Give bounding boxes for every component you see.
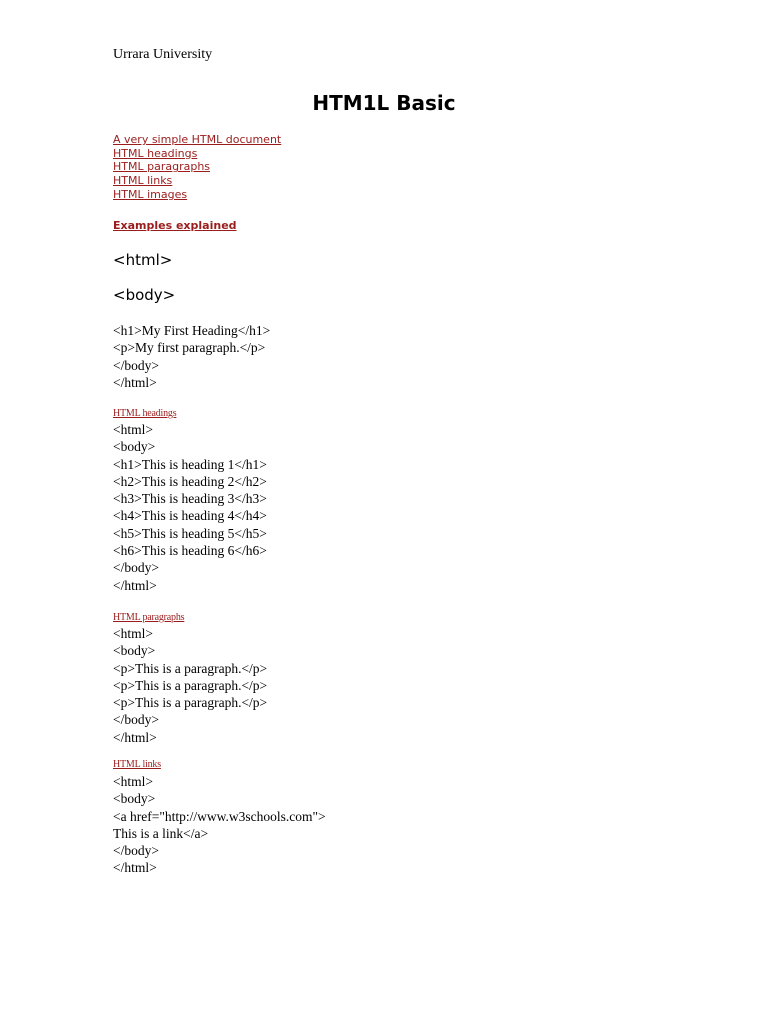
code-line: <html> <box>113 626 153 641</box>
toc-link-paragraphs[interactable]: HTML paragraphs <box>113 160 211 174</box>
code-line: </body> <box>113 560 159 576</box>
code-line: This is a link</a> <box>113 825 209 841</box>
toc-item <box>113 174 281 188</box>
code-line: </html> <box>113 577 157 593</box>
section-link-links[interactable]: HTML links <box>113 759 161 770</box>
code-line: </html> <box>113 729 157 745</box>
code-line: <body> <box>113 439 156 455</box>
code-line: </html> <box>113 374 157 390</box>
code-line: <h2>This is heading 2</h2> <box>113 473 267 489</box>
code-line: <h1>My First Heading</h1> <box>113 323 271 338</box>
toc-link-headings[interactable]: HTML headings <box>113 146 198 160</box>
section-link-paragraphs[interactable]: HTML paragraphs <box>113 612 185 623</box>
code-line: <html> <box>113 422 153 437</box>
toc-link-simple-document[interactable]: A very simple HTML document <box>113 133 282 146</box>
code-line: <body> <box>113 643 156 659</box>
code-line: </html> <box>113 860 157 876</box>
code-line: <body> <box>113 791 156 807</box>
body-tag-heading: <body> <box>113 286 176 304</box>
code-line: </body> <box>113 843 159 859</box>
code-block-headings <box>113 421 267 594</box>
toc-item <box>113 133 281 147</box>
code-line: <p>My first paragraph.</p> <box>113 340 266 356</box>
code-block-simple-document <box>113 322 270 391</box>
page-title: HTM1L Basic <box>312 91 456 115</box>
code-line: </body> <box>113 357 159 373</box>
code-line: <h6>This is heading 6</h6> <box>113 543 267 559</box>
html-tag-heading: <html> <box>113 251 173 269</box>
code-line: <p>This is a paragraph.</p> <box>113 695 268 711</box>
code-line: <p>This is a paragraph.</p> <box>113 660 268 676</box>
toc-link-links[interactable]: HTML links <box>113 174 173 188</box>
code-line: <h5>This is heading 5</h5> <box>113 525 267 541</box>
toc-item <box>113 147 281 161</box>
examples-explained-link[interactable]: Examples explained <box>113 219 237 232</box>
code-line: <h1>This is heading 1</h1> <box>113 456 267 472</box>
toc-item <box>113 160 281 174</box>
code-line: <h4>This is heading 4</h4> <box>113 508 267 524</box>
code-line: <a href="http://www.w3schools.com"> <box>113 808 326 824</box>
code-line: </body> <box>113 712 159 728</box>
code-block-links <box>113 773 326 877</box>
toc-item <box>113 188 281 202</box>
code-line: <p>This is a paragraph.</p> <box>113 677 268 693</box>
code-line: <h3>This is heading 3</h3> <box>113 491 267 507</box>
university-name: Urrara University <box>113 47 213 62</box>
table-of-contents <box>113 133 281 201</box>
toc-link-images[interactable]: HTML images <box>113 187 188 201</box>
code-block-paragraphs <box>113 625 267 746</box>
code-line: <html> <box>113 774 153 789</box>
section-link-headings[interactable]: HTML headings <box>113 408 177 419</box>
